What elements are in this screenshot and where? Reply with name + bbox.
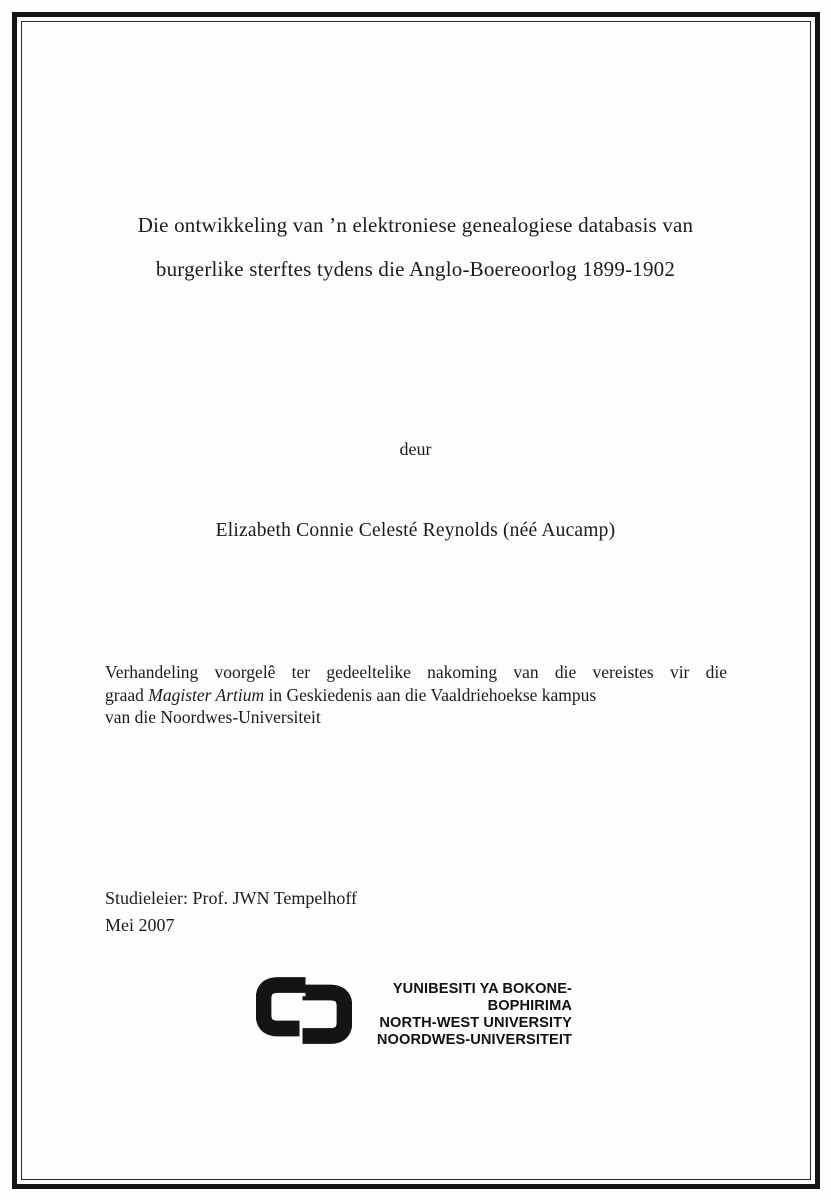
- thesis-title-line1: Die ontwikkeling van ’n elektroniese genealogiese databasis van: [137, 213, 694, 237]
- logo-line-afrikaans: NOORDWES-UNIVERSITEIT: [376, 1032, 572, 1048]
- logo-line-setswana: YUNIBESITI YA BOKONE-BOPHIRIMA: [392, 981, 572, 1014]
- thesis-title: [60, 203, 771, 291]
- logo-line-english: NORTH-WEST UNIVERSITY: [379, 1015, 572, 1031]
- statement-line3: van die Noordwes-Universiteit: [105, 707, 321, 727]
- date-line: Mei 2007: [105, 915, 175, 935]
- degree-name: Magister Artium: [148, 684, 265, 705]
- statement-line1: Verhandeling voorgelê ter gedeeltelike nakoming van die vereistes vir die: [105, 662, 727, 682]
- thesis-title-line2: burgerlike sterftes tydens die Anglo-Boereoorlog 1899-1902: [155, 257, 676, 281]
- statement-line2-suffix: in Geskiedenis aan die Vaaldriehoekse kampus: [264, 684, 597, 705]
- byline-label: deur: [399, 439, 432, 459]
- statement-line2-prefix: graad: [105, 684, 149, 705]
- university-logo-text: [318, 981, 572, 1049]
- author-name: Elizabeth Connie Celesté Reynolds (néé Aucamp): [215, 520, 616, 541]
- statement-line2: [105, 684, 727, 707]
- submission-statement: [105, 661, 727, 729]
- supervisor-block: [105, 885, 357, 939]
- supervisor-line: Studieleier: Prof. JWN Tempelhoff: [105, 888, 358, 908]
